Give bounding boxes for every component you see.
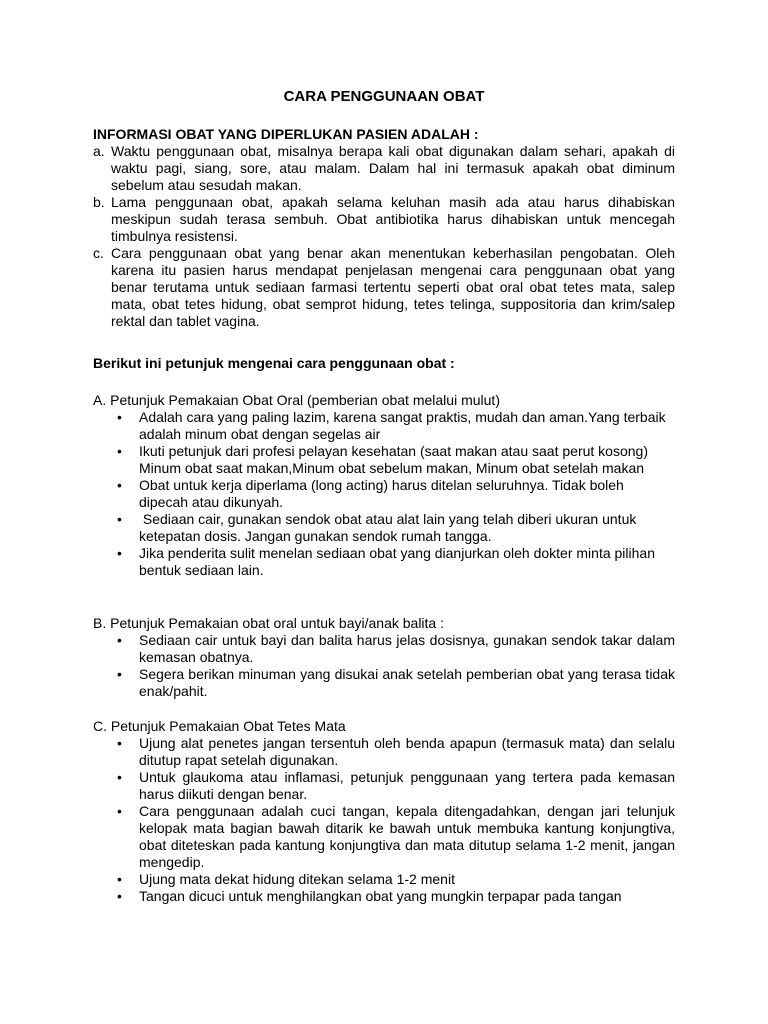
bullet-icon: • <box>117 477 122 493</box>
info-item-a <box>93 143 675 194</box>
info-item-text: Cara penggunaan obat yang benar akan menentukan keberhasilan pengobatan. Oleh karena itu pasien harus mendapat penjelasan mengenai cara penggunaan obat yang benar terutama untuk sediaan farmasi tertentu seperti obat oral obat tetes mata, salep mata, obat tetes hidung, obat semprot hidung, tetes telinga, suppositoria dan krim/salep rektal dan tablet vagina. <box>111 245 675 329</box>
list-item-text: Ujung mata dekat hidung ditekan selama 1-2 menit <box>139 871 455 887</box>
section-b <box>93 615 675 700</box>
info-item-marker: a. <box>93 143 105 159</box>
list-item <box>93 477 675 511</box>
info-item-marker: c. <box>93 245 104 261</box>
section-a-list <box>93 409 675 579</box>
list-item <box>93 545 675 579</box>
info-item-b <box>93 194 675 245</box>
list-item <box>93 769 675 803</box>
page-title: CARA PENGGUNAAN OBAT <box>283 88 485 105</box>
list-item <box>93 511 675 545</box>
list-item-text: Cara penggunaan adalah cuci tangan, kepala ditengadahkan, dengan jari telunjuk kelopak mata bagian bawah ditarik ke bawah untuk membuka kantung konjungtiva, obat diteteskan pada kantung konjungtiva dan mata ditutup selama 1-2 menit, jangan mengedip. <box>139 803 675 870</box>
list-item <box>93 871 675 888</box>
list-item-text: Ujung alat penetes jangan tersentuh oleh benda apapun (termasuk mata) dan selalu ditutup rapat setelah digunakan. <box>139 735 675 768</box>
bullet-icon: • <box>117 769 122 785</box>
list-item-text: Jika penderita sulit menelan sediaan obat yang dianjurkan oleh dokter minta pilihan bentuk sediaan lain. <box>139 545 655 578</box>
info-list <box>93 143 675 330</box>
bullet-icon: • <box>117 409 122 425</box>
list-item-text: Sediaan cair, gunakan sendok obat atau alat lain yang telah diberi ukuran untuk ketepatan dosis. Jangan gunakan sendok rumah tangga. <box>139 511 641 544</box>
bullet-icon: • <box>117 632 122 648</box>
info-section <box>93 126 675 330</box>
list-item <box>93 888 675 905</box>
list-item-text: Obat untuk kerja diperlama (long acting) harus ditelan seluruhnya. Tidak boleh dipecah atau dikunyah. <box>139 477 624 510</box>
section-a <box>93 392 675 579</box>
list-item-text: Untuk glaukoma atau inflamasi, petunjuk penggunaan yang tertera pada kemasan harus diikuti dengan benar. <box>139 769 675 802</box>
bullet-icon: • <box>117 443 122 459</box>
list-item <box>93 632 675 666</box>
info-item-marker: b. <box>93 194 105 210</box>
list-item <box>93 443 675 477</box>
info-item-text: Lama penggunaan obat, apakah selama keluhan masih ada atau harus dihabiskan meskipun sudah terasa sembuh. Obat antibiotika harus dihabiskan untuk mencegah timbulnya resistensi. <box>111 194 675 244</box>
bullet-icon: • <box>117 803 122 819</box>
list-item <box>93 409 675 443</box>
info-item-c <box>93 245 675 330</box>
list-item-text: Segera berikan minuman yang disukai anak setelah pemberian obat yang terasa tidak enak/pahit. <box>139 666 675 699</box>
guide-heading: Berikut ini petunjuk mengenai cara penggunaan obat : <box>93 355 455 371</box>
bullet-icon: • <box>117 871 122 887</box>
list-item-text: Tangan dicuci untuk menghilangkan obat yang mungkin terpapar pada tangan <box>139 888 622 904</box>
section-c <box>93 718 675 905</box>
bullet-icon: • <box>117 666 122 682</box>
section-b-list <box>93 632 675 700</box>
section-c-title: C. Petunjuk Pemakaian Obat Tetes Mata <box>93 718 346 734</box>
list-item-text: Sediaan cair untuk bayi dan balita harus jelas dosisnya, gunakan sendok takar dalam kemasan obatnya. <box>139 632 675 665</box>
list-item <box>93 803 675 871</box>
bullet-icon: • <box>117 735 122 751</box>
list-item <box>93 666 675 700</box>
bullet-icon: • <box>117 511 122 527</box>
info-item-text: Waktu penggunaan obat, misalnya berapa kali obat digunakan dalam sehari, apakah di waktu pagi, siang, sore, atau malam. Dalam hal ini termasuk apakah obat diminum sebelum atau sesudah makan. <box>111 143 675 193</box>
section-c-list <box>93 735 675 905</box>
list-item-text: Adalah cara yang paling lazim, karena sangat praktis, mudah dan aman.Yang terbaik adalah minum obat dengan segelas air <box>139 409 666 442</box>
info-heading: INFORMASI OBAT YANG DIPERLUKAN PASIEN ADALAH : <box>93 126 479 142</box>
list-item-text: Ikuti petunjuk dari profesi pelayan kesehatan (saat makan atau saat perut kosong) Minum obat saat makan,Minum obat sebelum makan, Minum obat setelah makan <box>139 443 648 476</box>
bullet-icon: • <box>117 545 122 561</box>
section-a-title: A. Petunjuk Pemakaian Obat Oral (pemberian obat melalui mulut) <box>93 392 500 408</box>
section-b-title: B. Petunjuk Pemakaian obat oral untuk bayi/anak balita : <box>93 615 444 631</box>
bullet-icon: • <box>117 888 122 904</box>
list-item <box>93 735 675 769</box>
